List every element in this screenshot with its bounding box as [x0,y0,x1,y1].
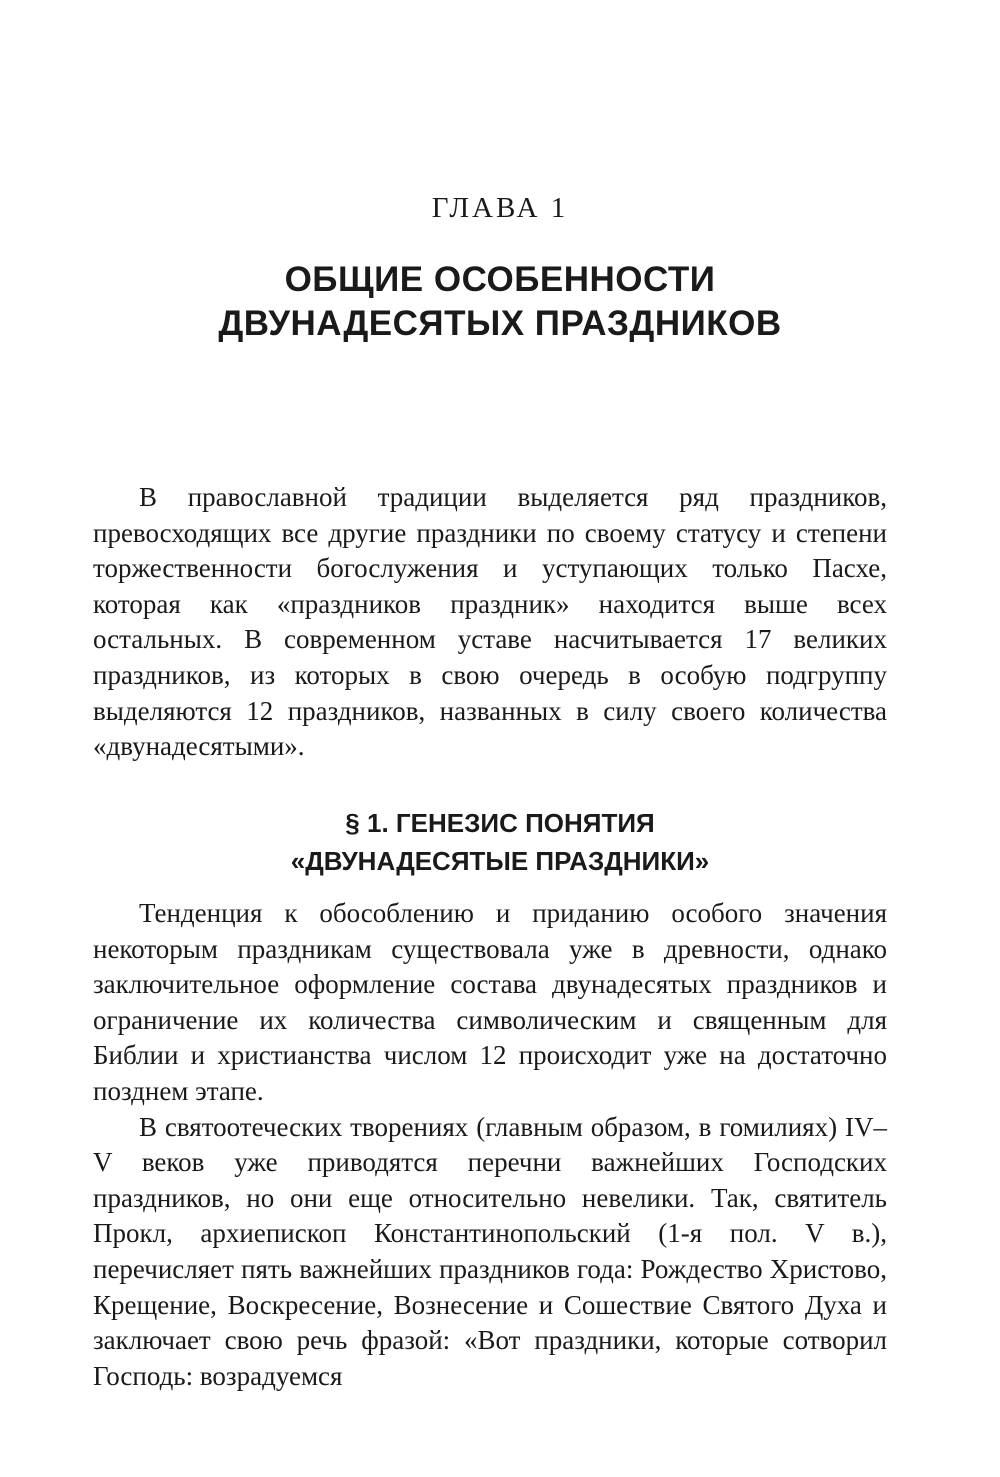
body-paragraph-1: Тенденция к обособлению и приданию особого значения некоторым праздникам существовала уже в древности, однако заключительное оформление состава двунадесятых праздников и ограничение их количества символическим и священным для Библии и христианства числом 12 происходит уже на достаточно позднем этапе. [93,898,887,1106]
section-title-line-2: «ДВУНАДЕСЯТЫЕ ПРАЗДНИКИ» [290,846,710,876]
chapter-title [0,258,1000,346]
intro-text [93,480,887,765]
chapter-title-line-1: ОБЩИЕ ОСОБЕННОСТИ [284,260,716,299]
section-title-line-1: § 1. ГЕНЕЗИС ПОНЯТИЯ [345,808,655,838]
section-title [0,804,1000,880]
intro-paragraph: В православной традиции выделяется ряд праздников, превосходящих все другие праздники по своему статусу и степени торжественности богослужения и уступающих только Пасхе, которая как «праздников праздник» находится выше всех остальных. В современном уставе насчитывается 17 великих праздников, из которых в свою очередь в особую подгруппу выделяются 12 праздников, названных в силу своего количества «двунадесятыми». [93,482,887,762]
chapter-number: ГЛАВА 1 [431,192,569,224]
body-paragraph-2: В святоотеческих творениях (главным образом, в гомилиях) IV–V веков уже приводятся перечни важнейших Господских праздников, но они еще относительно невелики. Так, святитель Прокл, архиепископ Константинопольский (1-я пол. V в.), перечисляет пять важнейших праздников года: Рождество Христово, Крещение, Воскресение, Вознесение и Сошествие Святого Духа и заключает свою речь фразой: «Вот праздники, которые сотворил Господь: возрадуемся [93,1111,887,1391]
section-body [93,896,887,1394]
chapter-title-line-2: ДВУНАДЕСЯТЫХ ПРАЗДНИКОВ [218,304,782,343]
